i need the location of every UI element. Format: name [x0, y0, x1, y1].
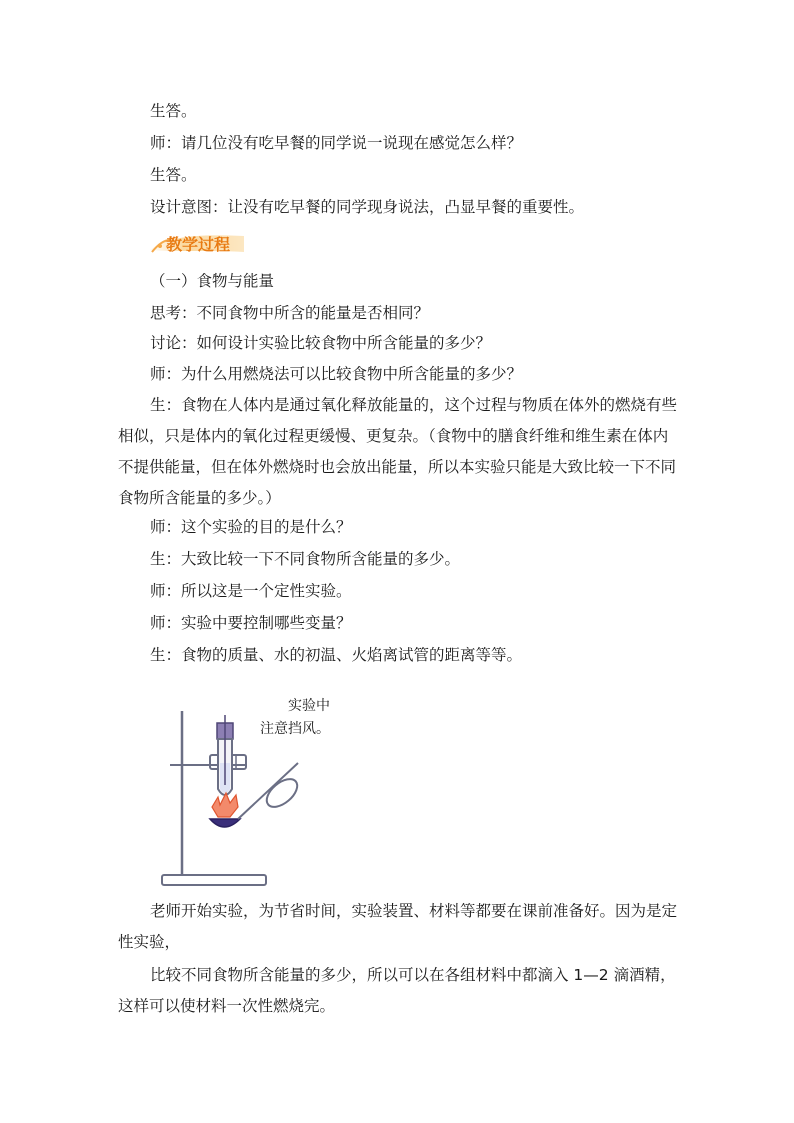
figure-caption-line2: 注意挡风。 — [260, 721, 330, 737]
paragraph-student-explanation: 生：食物在人体内是通过氧化释放能量的，这个过程与物质在体外的燃烧有些相似，只是体内的氧化过程更缓慢、更复杂。（食物中的膳食纤维和维生素在体内不提供能量，但在体外燃烧时也会放出能量，所以本实验只能是大致比较一下不同食物所含能量的多少。） — [118, 396, 678, 507]
line-discuss: 讨论：如何设计实验比较食物中所含能量的多少？ — [150, 334, 492, 352]
line-student-purpose: 生：大致比较一下不同食物所含能量的多少。 — [150, 550, 461, 568]
flame-icon — [212, 793, 238, 817]
badge-label: 教学过程 — [166, 235, 231, 254]
line-teacher-variables: 师：实验中要控制哪些变量？ — [150, 614, 352, 632]
paragraph-alcohol-tip: 比较不同食物所含能量的多少，所以可以在各组材料中都滴入 1—2 滴酒精，这样可以使材料一次性燃烧完。 — [118, 966, 676, 1015]
line-teacher-question: 师：请几位没有吃早餐的同学说一说现在感觉怎么样？ — [150, 134, 523, 152]
line-student-answer-2: 生答。 — [150, 166, 197, 184]
line-design-intent: 设计意图：让没有吃早餐的同学现身说法，凸显早餐的重要性。 — [150, 198, 585, 216]
paragraph-teacher-start: 老师开始实验，为节省时间，实验装置、材料等都要在课前准备好。因为是定性实验， — [118, 902, 678, 951]
line-qualitative: 师：所以这是一个定性实验。 — [150, 582, 352, 600]
line-teacher-purpose: 师：这个实验的目的是什么？ — [150, 518, 352, 536]
line-student-answer-1: 生答。 — [150, 102, 197, 120]
line-teacher-why: 师：为什么用燃烧法可以比较食物中所含能量的多少？ — [150, 365, 523, 383]
figure-caption-line1: 实验中 — [288, 698, 330, 714]
experiment-figure — [160, 693, 360, 893]
section-badge — [148, 230, 248, 256]
line-think: 思考：不同食物中所含的能量是否相同？ — [150, 304, 430, 322]
section-heading: （一）食物与能量 — [150, 272, 275, 290]
line-student-variables: 生：食物的质量、水的初温、火焰离试管的距离等等。 — [150, 646, 523, 664]
